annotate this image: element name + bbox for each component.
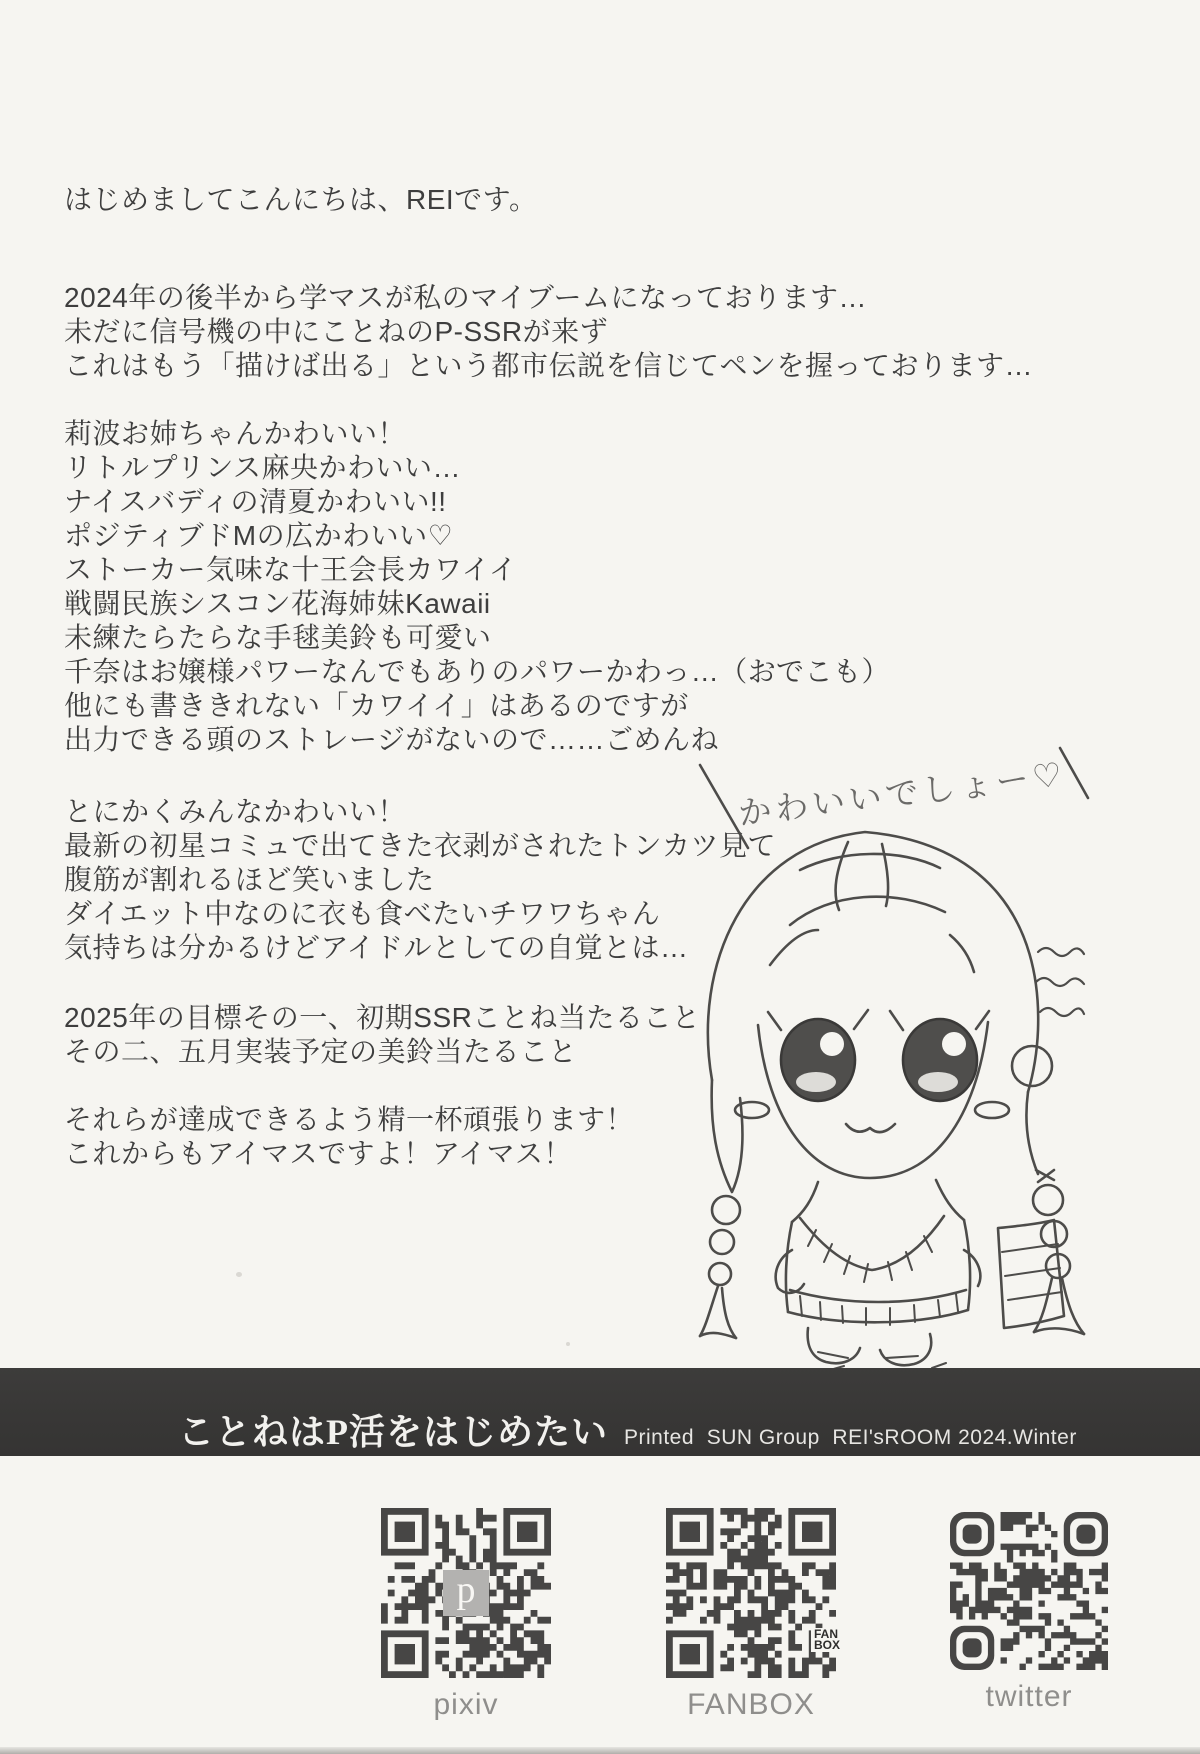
fanbox-label: FANBOX <box>687 1688 815 1721</box>
goals-paragraph: 2025年の目標その一、初期SSRことね当たること その二、五月実装予定の美鈴当たること <box>64 1002 701 1067</box>
print-credits: Printed SUN Group REI'sROOM 2024.Winter <box>624 1426 1077 1449</box>
left-hair-lock <box>712 1080 743 1192</box>
shoes <box>792 1328 996 1370</box>
intro-paragraph: 2024年の後半から学マスが私のマイブームになっております… 未だに信号機の中にことねのP-SSRが来ず これはもう「描けば出る」という都市伝説を信じてペンを握っております… <box>64 282 1034 381</box>
fanbox-qr-block <box>666 1508 840 1722</box>
fanbox-badge: FAN BOX <box>811 1628 840 1652</box>
greeting-paragraph: はじめましてこんにちは、REIです。 <box>64 184 538 215</box>
closing-paragraph: それらが達成できるよう精一杯頑張ります！ これからもアイマスですよ！アイマス！ <box>64 1104 635 1169</box>
left-eye <box>768 1010 868 1101</box>
kawaii-list-paragraph: 莉波お姉ちゃんかわいい！ リトルプリンス麻央かわいい… ナイスバディの清夏かわいい!! ポジティブドMの広かわいい♡ ストーカー気味な十王会長カワイイ 戦闘民族シスコン花海姉妹Kawaii 未練たらたらな手毬美鈴も可愛い 千奈はお嬢様パワーなんでもありのパワーかわっ…（おでこも） 他にも書ききれない「カワイイ」はあるのですが 出力できる頭のストレージがないので……ごめんね <box>64 418 890 755</box>
pixiv-logo-icon: p <box>443 1570 489 1616</box>
left-braid <box>700 1196 740 1338</box>
scarf-tail <box>998 1220 1064 1328</box>
tonkatsu-paragraph: とにかくみんなかわいい！ 最新の初星コミュで出てきた衣剥がされたトンカツ見て 腹筋が割れるほど笑いました ダイエット中なのに衣も食べたいチワワちゃん 気持ちは分かるけどアイドルとしての自覚とは… <box>64 796 776 963</box>
mouth <box>846 1124 895 1132</box>
chibi-sketch-illustration <box>640 730 1110 1370</box>
twitter-label: twitter <box>985 1680 1073 1713</box>
twitter-qr-block <box>944 1508 1114 1714</box>
pixiv-label: pixiv <box>433 1688 499 1721</box>
handwritten-note: かわいいでしょー♡ <box>736 755 1068 832</box>
pixiv-qr-block <box>381 1508 551 1722</box>
scan-speck <box>236 1272 242 1277</box>
scan-edge-shadow <box>0 1747 1200 1754</box>
colophon-bar <box>0 1368 1200 1456</box>
twitter-qr-code <box>950 1512 1108 1670</box>
scan-speck <box>566 1342 570 1346</box>
book-title: ことねはP活をはじめたい <box>178 1412 608 1452</box>
right-blush <box>975 1102 1009 1118</box>
scarf-collar <box>800 1216 944 1282</box>
pixiv-qr-code <box>381 1508 551 1678</box>
hair-ornament <box>1036 948 1084 1016</box>
fanbox-qr-code <box>666 1508 840 1678</box>
